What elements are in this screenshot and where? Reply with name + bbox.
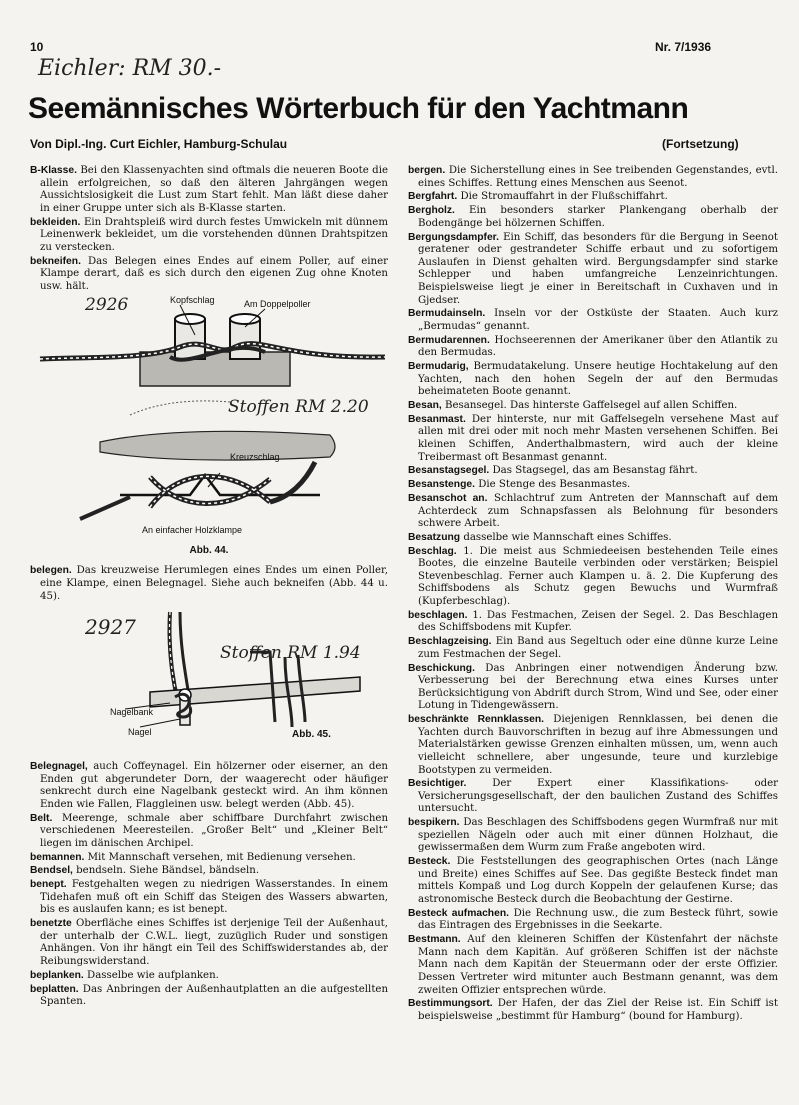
entry-term: Bergfahrt. — [408, 191, 458, 203]
entry-definition: Das Anbringen der Außenhautplatten an die aufgestellten Spanten. — [40, 983, 388, 1008]
entry-definition: Hochseerennen der Amerikaner über den Atlantik zu den Bermudas. — [418, 334, 778, 359]
dictionary-entry — [408, 361, 778, 399]
entry-definition: Das Beschlagen des Schiffsbodens gegen Wurmfraß nur mit speziellen Nägeln oder auch mit einer dünnen Holzhaut, die gewissermaßen dem Wurm zum Fraße angeboten wird. — [418, 817, 778, 854]
entry-definition: Der hinterste, nur mit Gaffelsegeln versehene Mast auf allen mit drei oder mit noch mehr Masten versehenen Schiffen. Bei kleinen Schiffen, Anderthalbmastern, wird auch der kleine Treibermast oft Besanmast genannt. — [418, 413, 778, 463]
entry-term: Besteck. — [408, 856, 451, 868]
entry-definition: Meerenge, schmale aber schiffbare Durchfahrt zwischen verschiedenen Meeresteilen. „Großer Belt“ und „Kleiner Belt“ liegen im dänischen Archipel. — [40, 812, 388, 849]
entry-term: B-Klasse. — [30, 165, 77, 176]
entry-term: benetzte — [30, 918, 72, 930]
entry-definition: Ein Band aus Segeltuch oder eine dünne kurze Leine zum Festmachen der Segel. — [418, 636, 778, 660]
dictionary-entry — [30, 256, 388, 294]
entry-term: Bendsel, — [30, 865, 73, 877]
entry-term: beschlagen. — [408, 609, 468, 621]
dictionary-entry — [408, 465, 778, 478]
entry-definition: Ein Drahtspleiß wird durch festes Umwickeln mit dünnem Leinenwerk bekleidet, um die vorstehenden dünnen Drahtspitzen zu verstecken. — [40, 216, 388, 253]
entry-definition: dasselbe wie Mannschaft eines Schiffes. — [460, 531, 672, 543]
dictionary-entry — [30, 879, 388, 917]
dictionary-entry — [30, 970, 388, 983]
entry-definition: Oberfläche eines Schiffes ist derjenige Teil der Außenhaut, der unterhalb der C.W.L. liegt, zuzüglich Ruder und sonstigen Anhängen. Von ihr hängt ein Teil des Schiffswiderstandes ab, der Reibungswiderstand. — [40, 918, 388, 967]
page-title: Seemännisches Wörterbuch für den Yachtmann — [28, 92, 689, 125]
entry-definition: Der Hafen, der das Ziel der Reise ist. Ein Schiff ist beispielsweise „bestimmt für Hamburg“ (bound for Hamburg). — [418, 998, 778, 1022]
dictionary-entry — [408, 546, 778, 609]
entry-definition: Dasselbe wie aufplanken. — [83, 969, 219, 981]
entry-term: beplatten. — [30, 983, 79, 995]
entry-definition: Ein Schiff, das besonders für die Bergung in Seenot geratener oder gestrandeter Schiffe erbaut und zu sofortigem Auslaufen in Dienst gehalten wird. Bergungsdampfer sind starke Schlepper und haben umfangreiche Lenzeinrichtungen. Beispielsweise liegt je einer in Bereitschaft in Cuxhaven und in Gjedser. — [418, 231, 778, 306]
entry-definition: Die Stenge des Besanmastes. — [474, 479, 631, 491]
entry-term: Besan, — [408, 400, 442, 411]
figure-44 — [30, 297, 388, 559]
entry-definition: Das Stagsegel, das am Besanstag fährt. — [489, 465, 698, 477]
entry-definition: Das kreuzweise Herumlegen eines Endes um einen Poller, eine Klampe, einen Belegnagel. Siehe auch bekneifen (Abb. 44 u. 45). — [40, 565, 388, 602]
entry-definition: Bei den Klassenyachten sind oftmals die neueren Boote die allein erfolgreichen, so daß den älteren Jahrgängen wegen Aussichtslosigkeit die Lust zum Start fehlt. Man läßt diese daher in einer Gruppe unter sich als B-Klasse starten. — [40, 165, 388, 214]
fig45-caption: Abb. 45. — [292, 729, 331, 741]
left-column — [30, 165, 388, 1010]
entry-definition: Die Rechnung usw., die zum Besteck führt, sowie das Eintragen des Ergebnisses in die Seekarte. — [418, 907, 778, 932]
entry-term: beplanken. — [30, 969, 84, 981]
entry-term: Bestmann. — [408, 934, 461, 946]
fig44-label-kreuzschlag: Kreuzschlag — [230, 452, 280, 463]
entry-term: bekleiden. — [30, 216, 81, 228]
entry-term: bergen. — [408, 165, 446, 176]
dictionary-entry — [408, 998, 778, 1023]
entry-term: Besanstagsegel. — [408, 465, 490, 477]
continuation-label: (Fortsetzung) — [662, 137, 739, 151]
entry-term: belegen. — [30, 565, 72, 577]
entry-definition: auch Coffeynagel. Ein hölzerner oder eiserner, an den Enden gut abgerundeter Dorn, der waagerecht oder häufiger senkrecht durch eine Nagelbank gesteckt wird. An ihm können Enden wie Fallen, Flaggleinen usw. belegt werden (Abb. 45). — [40, 761, 388, 810]
dictionary-entry — [408, 610, 778, 635]
dictionary-entry — [30, 918, 388, 968]
entries-before-fig44 — [30, 165, 388, 293]
entry-definition: Die Feststellungen des geographischen Ortes (nach Länge und Breite) eines Schiffes auf See. Das gegißte Besteck findet man mittels Kompaß und Log durch Koppeln der gelaufenen Kurse; das astronomische Besteck durch die Beobachtung der Gestirne. — [418, 856, 778, 905]
dictionary-entry — [30, 865, 388, 878]
fig45-illustration — [30, 607, 388, 747]
entry-term: Besatzung — [408, 531, 461, 543]
entry-definition: Besansegel. Das hinterste Gaffelsegel auf allen Schiffen. — [441, 400, 738, 411]
dictionary-entry — [408, 663, 778, 713]
dictionary-entry — [408, 934, 778, 997]
entry-definition: bendseln. Siehe Bändsel, bändseln. — [72, 865, 260, 877]
entry-term: Besanschot an. — [408, 492, 488, 504]
figure-45 — [30, 607, 388, 755]
page-number: 10 — [30, 40, 44, 54]
entry-term: Bermudarennen. — [408, 334, 490, 346]
entry-term: Besanstenge. — [408, 479, 475, 491]
dictionary-entry — [408, 778, 778, 816]
entry-term: bespikern. — [408, 817, 460, 829]
dictionary-entry — [408, 817, 778, 855]
entry-definition: 1. Die meist aus Schmiedeeisen bestehenden Teile eines Bootes, die einzelne Bauteile verbinden oder verstärken; Beispiel Stevenbeschlag. Ferner auch Klampen u. ä. 2. Die Kupferung des Schiffsbodens als Schutz gegen Bewuchs und Wurmfraß (Kupferbeschlag). — [418, 545, 778, 608]
right-column — [408, 165, 778, 1025]
entry-term: Besanmast. — [408, 413, 466, 425]
dictionary-entry — [30, 984, 388, 1009]
dictionary-entry — [30, 565, 388, 603]
pencil-note: Eichler: RM 30.- — [38, 56, 222, 81]
dictionary-entry — [30, 852, 388, 865]
entry-definition: Inseln vor der Ostküste der Staaten. Auch kurz „Bermudas“ genannt. — [418, 308, 778, 332]
dictionary-entry — [408, 856, 778, 906]
dictionary-entry — [408, 232, 778, 308]
dictionary-entry — [408, 400, 778, 413]
entry-definition: Diejenigen Rennklassen, bei denen die Yachten durch Bauvorschriften in bezug auf ihre Abmessungen und Materialstärken gewisse Grenzen einhalten müssen, um, wenn auch vielleicht schnellere, aber ungesunde, teure und kurzlebige Bootstypen zu vermeiden. — [418, 714, 778, 776]
dictionary-entry — [408, 165, 778, 190]
dictionary-entry — [408, 414, 778, 464]
entry-term: bemannen. — [30, 851, 85, 863]
fig44-label-doppelpoller: Am Doppelpoller — [244, 299, 311, 310]
entry-definition: Die Sicherstellung eines in See treibenden Gegenstandes, evtl. eines Schiffes. Rettung eines Menschen aus Seenot. — [418, 165, 778, 189]
author-byline: Von Dipl.-Ing. Curt Eichler, Hamburg-Schulau — [30, 137, 288, 151]
entry-term: bekneifen. — [30, 255, 81, 267]
fig45-handwritten-price: Stoffen RM 1.94 — [220, 643, 361, 664]
entry-term: Bermudarig, — [408, 361, 469, 373]
entry-definition: Festgehalten wegen zu niedrigen Wasserstandes. In einem Tidehafen muß oft ein Schiff das Steigen des Wassers abwarten, bis es auslaufen kann; es ist benept. — [40, 879, 388, 916]
fig45-handwritten-number: 2927 — [85, 615, 136, 640]
entry-term: Bergungsdampfer. — [408, 231, 499, 243]
entry-definition: Auf den kleineren Schiffen der Küstenfahrt der nächste Mann nach dem Kapitän. Auf größeren Schiffen ist der nächste Mann nach dem Kapitän der Steuermann oder der erste Offizier. Dessen Vertreter wird mitunter auch Bestmann genannt, was dem zweiten Offizier entsprechen würde. — [418, 934, 778, 996]
entry-definition: Bermudatakelung. Unsere heutige Hochtakelung auf den Yachten, nach den hohen Segeln der auf den Bermudas beheimateten Boote genannt. — [418, 361, 778, 398]
issue-number: Nr. 7/1936 — [655, 40, 712, 54]
entry-term: Beschlagzeising. — [408, 636, 492, 648]
entry-term: Besteck aufmachen. — [408, 907, 509, 919]
entry-definition: 1. Das Festmachen, Zeisen der Segel. 2. Das Beschlagen des Schiffsbodens mit Kupfer. — [418, 609, 778, 634]
fig45-label-nagel: Nagel — [128, 727, 152, 738]
entry-term: Beschlag. — [408, 545, 457, 557]
dictionary-entry — [30, 813, 388, 851]
entry-definition: Der Expert einer Klassifikations- oder Versicherungsgesellschaft, der den baulichen Zustand des Schiffes untersucht. — [418, 778, 778, 815]
entry-term: Besichtiger. — [408, 778, 467, 790]
fig44-caption: Abb. 44. — [189, 545, 229, 557]
fig44-illustration — [30, 297, 388, 539]
entry-definition: Schlachtruf zum Antreten der Mannschaft auf dem Achterdeck zum Schnapsfassen als Belohnung für besonders schwere Arbeit. — [418, 492, 779, 530]
fig44-label-holzklampe: An einfacher Holzklampe — [142, 525, 243, 536]
dictionary-entry — [408, 493, 778, 531]
dictionary-entry — [408, 636, 778, 661]
dictionary-entry — [408, 908, 778, 933]
dictionary-entry — [408, 335, 778, 360]
dictionary-entry — [408, 532, 778, 545]
entry-term: Belt. — [30, 812, 53, 824]
dictionary-entry — [408, 191, 778, 204]
entry-definition: Das Anbringen einer notwendigen Änderung bzw. Verbesserung bei der Berechnung etwa eines Kurses unter Berücksichtigung von Abdrift durch Strom, Wind und See, oder einer Lotung in Tidengewässern. — [418, 662, 778, 712]
dictionary-entry — [30, 761, 388, 811]
dictionary-entry — [408, 714, 778, 777]
dictionary-entry — [408, 205, 778, 230]
fig45-label-nagelbank: Nagelbank — [110, 707, 154, 718]
entry-term: Belegnagel, — [30, 761, 88, 773]
entry-definition: Mit Mannschaft versehen, mit Bedienung versehen. — [84, 851, 356, 863]
entry-term: Bestimmungsort. — [408, 998, 493, 1010]
entry-definition: Das Belegen eines Endes auf einem Poller, auf einer Klampe derart, daß es sich durch den eigenen Zug ohne Knoten usw. hält. — [40, 255, 388, 292]
entry-term: Beschickung. — [408, 662, 475, 674]
entries-after-fig45 — [30, 761, 388, 1009]
dictionary-entry — [408, 308, 778, 333]
entry-term: benept. — [30, 879, 67, 891]
fig44-label-kopfschlag: Kopfschlag — [170, 295, 215, 306]
dictionary-entry — [408, 479, 778, 492]
fig44-handwritten-number: 2926 — [85, 295, 129, 316]
entry-term: Bermudainseln. — [408, 308, 486, 320]
entry-term: beschränkte Rennklassen. — [408, 714, 544, 726]
entries-between-figs — [30, 565, 388, 603]
entry-definition: Ein besonders starker Plankengang oberhalb der Bodengänge bei hölzernen Schiffen. — [418, 205, 778, 229]
entry-term: Bergholz. — [408, 205, 455, 217]
dictionary-entry — [30, 165, 388, 215]
dictionary-entry — [30, 217, 388, 255]
entry-definition: Die Stromauffahrt in der Flußschiffahrt. — [457, 191, 668, 203]
fig44-handwritten-price: Stoffen RM 2.20 — [228, 397, 369, 418]
